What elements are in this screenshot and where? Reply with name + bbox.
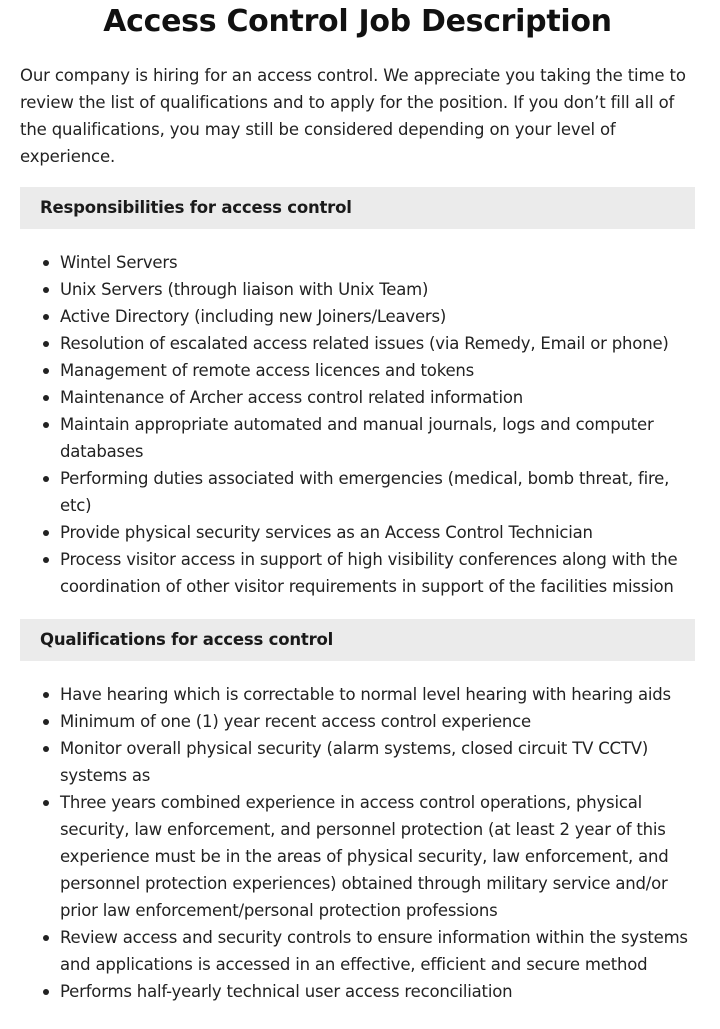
list-item: Wintel Servers bbox=[20, 249, 695, 276]
list-item: Unix Servers (through liaison with Unix Team) bbox=[20, 276, 695, 303]
intro-paragraph: Our company is hiring for an access control. We appreciate you taking the time to review the list of qualifications and to apply for the position. If you don’t fill all of the qualifications, you may still be considered depending on your level of experience. bbox=[20, 66, 686, 166]
list-item: Maintenance of Archer access control related information bbox=[20, 384, 695, 411]
list-item: Resolution of escalated access related issues (via Remedy, Email or phone) bbox=[20, 330, 695, 357]
list-item: Active Directory (including new Joiners/Leavers) bbox=[20, 303, 695, 330]
list-item: Process visitor access in support of high visibility conferences along with the coordination of other visitor requirements in support of the facilities mission bbox=[20, 546, 695, 600]
qualifications-heading: Qualifications for access control bbox=[20, 619, 695, 661]
qualifications-list bbox=[20, 681, 695, 1005]
list-item: Minimum of one (1) year recent access control experience bbox=[20, 708, 695, 735]
list-item: Have hearing which is correctable to normal level hearing with hearing aids bbox=[20, 681, 695, 708]
list-item: Maintain appropriate automated and manual journals, logs and computer databases bbox=[20, 411, 695, 465]
responsibilities-heading: Responsibilities for access control bbox=[20, 187, 695, 229]
list-item: Performs half-yearly technical user access reconciliation bbox=[20, 978, 695, 1005]
list-item: Review access and security controls to ensure information within the systems and applications is accessed in an effective, efficient and secure method bbox=[20, 924, 695, 978]
list-item: Provide physical security services as an Access Control Technician bbox=[20, 519, 695, 546]
list-item: Management of remote access licences and tokens bbox=[20, 357, 695, 384]
responsibilities-list bbox=[20, 249, 695, 600]
list-item: Performing duties associated with emergencies (medical, bomb threat, fire, etc) bbox=[20, 465, 695, 519]
page-title: Access Control Job Description bbox=[103, 4, 612, 39]
list-item: Three years combined experience in access control operations, physical security, law enforcement, and personnel protection (at least 2 year of this experience must be in the areas of physical security, law enforcement, and personnel protection experiences) obtained through military service and/or prior law enforcement/personal protection professions bbox=[20, 789, 695, 924]
list-item: Monitor overall physical security (alarm systems, closed circuit TV CCTV) systems as bbox=[20, 735, 695, 789]
